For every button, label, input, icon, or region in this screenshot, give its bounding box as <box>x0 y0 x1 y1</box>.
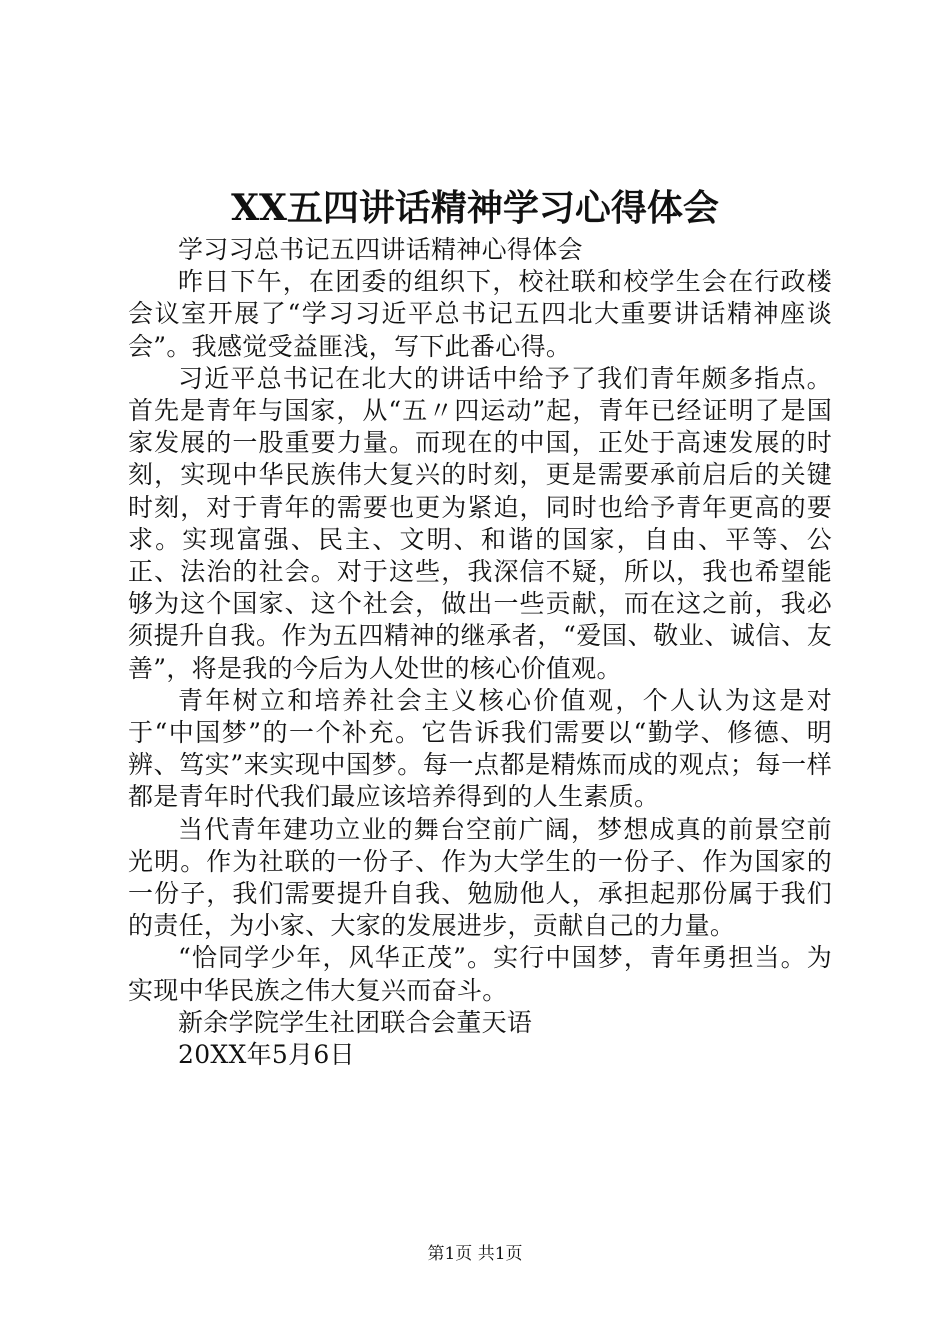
paragraph-1: 昨日下午，在团委的组织下，校社联和校学生会在行政楼会议室开展了“学习习近平总书记五四北大重要讲话精神座谈会”。我感觉受益匪浅，写下此番心得。 <box>128 267 832 361</box>
date: 20XX年5月6日 <box>178 1040 355 1070</box>
document-body <box>128 234 832 1071</box>
document-subtitle: 学习习总书记五四讲话精神心得体会 <box>178 235 583 264</box>
paragraph-2: 习近平总书记在北大的讲话中给予了我们青年颇多指点。首先是青年与国家，从“五〃四运动”起，青年已经证明了是国家发展的一股重要力量。而现在的中国，正处于高速发展的时刻，实现中华民族伟大复兴的时刻，更是需要承前启后的关键时刻，对于青年的需要也更为紧迫，同时也给予青年更高的要求。实现富强、民主、文明、和谐的国家，自由、平等、公正、法治的社会。对于这些，我深信不疑，所以，我也希望能够为这个国家、这个社会，做出一些贡献，而在这之前，我必须提升自我。作为五四精神的继承者，“爱国、敬业、诚信、友善”，将是我的今后为人处世的核心价值观。 <box>128 363 832 683</box>
paragraph-3: 青年树立和培养社会主义核心价值观，个人认为这是对于“中国梦”的一个补充。它告诉我们需要以“勤学、修德、明辨、笃实”来实现中国梦。每一点都是精炼而成的观点；每一样都是青年时代我们最应该培养得到的人生素质。 <box>128 685 832 812</box>
paragraph-5: “恰同学少年，风华正茂”。实行中国梦，青年勇担当。为实现中华民族之伟大复兴而奋斗。 <box>128 943 832 1005</box>
signature: 新余学院学生社团联合会董天语 <box>178 1007 533 1037</box>
page-footer: 第1页 共1页 <box>427 1244 523 1264</box>
document-title: XX五四讲话精神学习心得体会 <box>231 187 719 229</box>
paragraph-4: 当代青年建功立业的舞台空前广阔，梦想成真的前景空前光明。作为社联的一份子、作为大学生的一份子、作为国家的一份子，我们需要提升自我、勉励他人，承担起那份属于我们的责任，为小家、大家的发展进步，贡献自己的力量。 <box>128 814 832 941</box>
